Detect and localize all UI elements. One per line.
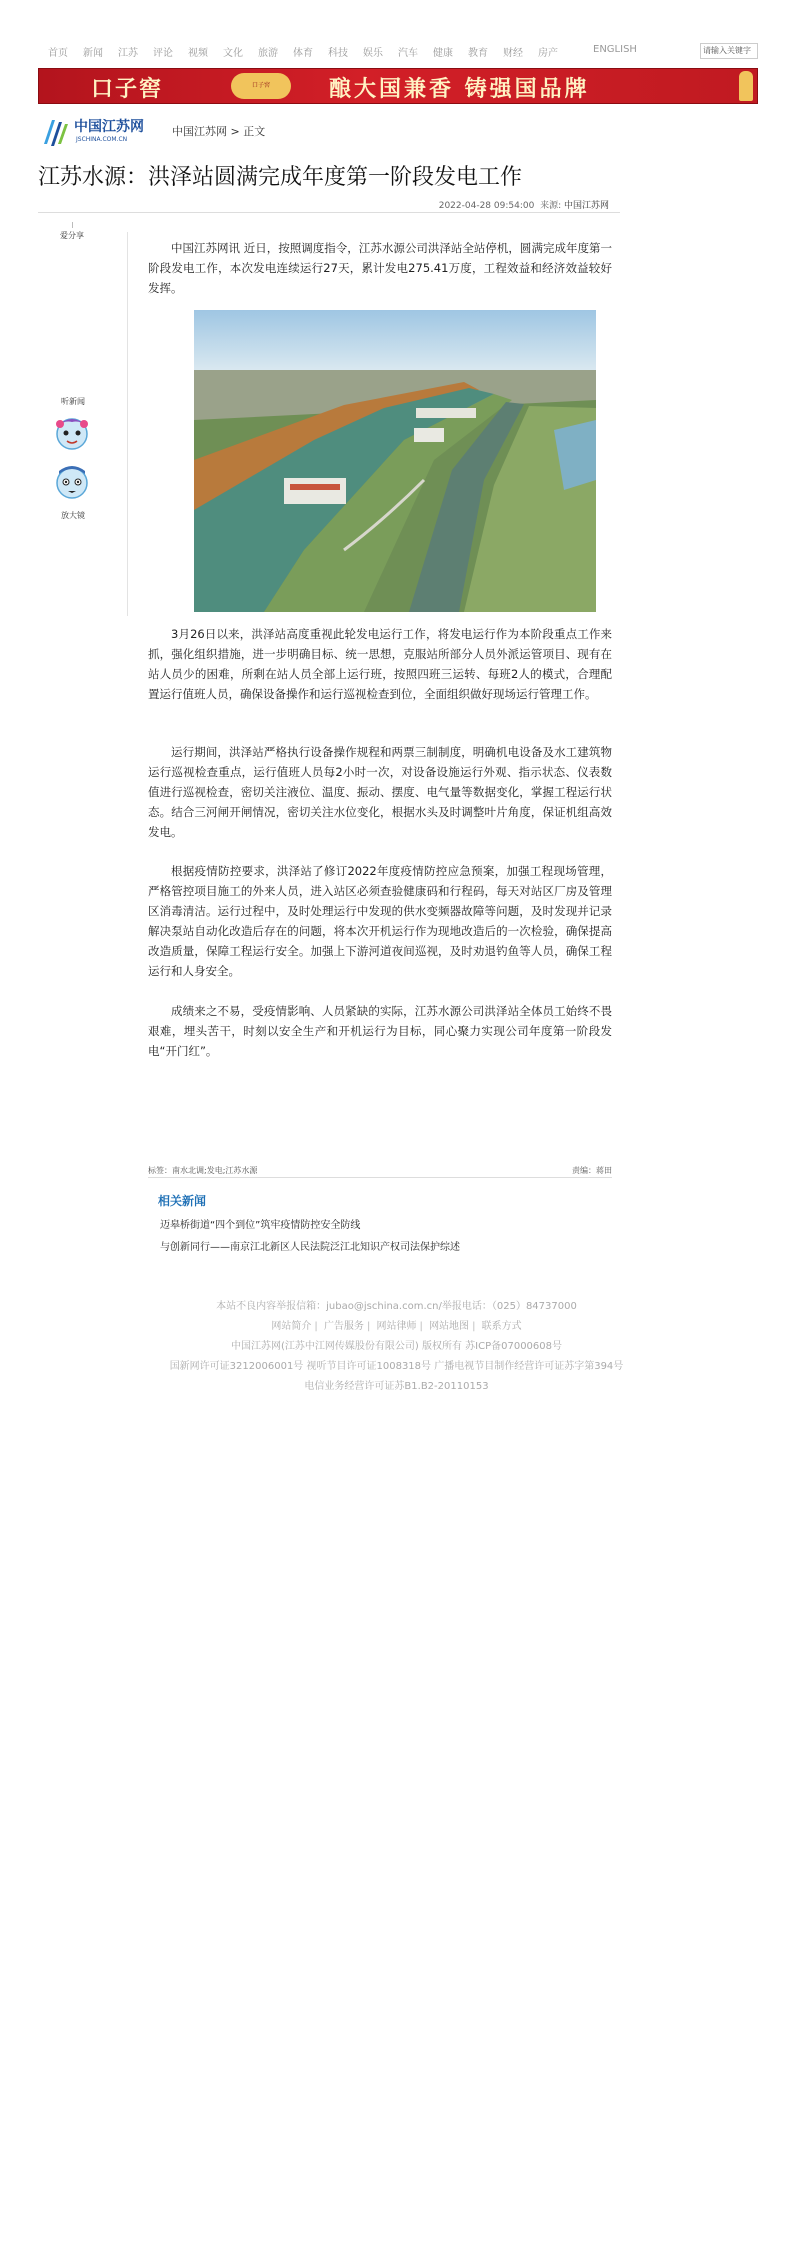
top-nav [40, 44, 760, 60]
site-logo-name: 中国江苏网 [74, 119, 144, 135]
footer-links: 网站简介 | 广告服务 | 网站律师 | 网站地图 | 联系方式 [271, 1321, 522, 1332]
footer-link-lawyer[interactable]: 网站律师 [376, 1321, 417, 1332]
article-paragraph-1: 中国江苏网讯 近日，按照调度指令，江苏水源公司洪泽站全站停机，圆满完成年度第一阶段发电工作，本次发电连续运行27天，累计发电275.41万度，工程效益和经济效益较好发挥。 [148, 241, 612, 295]
breadcrumb-current: 正文 [243, 125, 266, 138]
site-logo-domain: JSCHINA.COM.CN [76, 136, 128, 143]
site-logo[interactable] [40, 112, 152, 148]
related-news-title: 相关新闻 [158, 1194, 207, 1208]
nav-item-english[interactable]: ENGLISH [593, 44, 637, 55]
nav-item-tech[interactable]: 科技 [328, 48, 348, 59]
footer-link-sitemap[interactable]: 网站地图 [429, 1321, 470, 1332]
footer-report: 本站不良内容举报信箱：jubao@jschina.com.cn/举报电话：（025）84737000 [216, 1301, 577, 1312]
footer-link-contact[interactable]: 联系方式 [481, 1321, 522, 1332]
related-news-item[interactable]: 与创新同行——南京江北新区人民法院泛江北知识产权司法保护综述 [160, 1242, 460, 1253]
article-meta [439, 198, 609, 211]
article-paragraph-5: 成绩来之不易，受疫情影响、人员紧缺的实际，江苏水源公司洪泽站全体员工始终不畏艰难，埋头苦干，时刻以安全生产和开机运行为目标，同心聚力实现公司年度第一阶段发电“开门红”。 [148, 1004, 612, 1058]
nav-item-finance[interactable]: 财经 [503, 48, 523, 59]
nav-item-jiangsu[interactable]: 江苏 [118, 48, 138, 59]
nav-item-home[interactable]: 首页 [48, 48, 68, 59]
listen-avatar-girl-icon[interactable] [52, 412, 92, 452]
site-logo-icon [40, 114, 70, 148]
article-title: 江苏水源：洪泽站圆满完成年度第一阶段发电工作 [38, 165, 523, 190]
voice-label: 放大镜 [61, 511, 85, 520]
nav-item-entertainment[interactable]: 娱乐 [363, 48, 383, 59]
footer-link-about[interactable]: 网站简介 [271, 1321, 312, 1332]
footer-license: 国新网许可证3212006001号 视听节目许可证1008318号 广播电视节目制作经营许可证苏字第394号 [169, 1361, 624, 1372]
nav-item-culture[interactable]: 文化 [223, 48, 243, 59]
listen-news-label: 听新闻 [61, 397, 85, 406]
article-paragraph-2: 3月26日以来，洪泽站高度重视此轮发电运行工作，将发电运行作为本阶段重点工作来抓，强化组织措施，进一步明确目标、统一思想，克服站所部分人员外派运管项目、现有在站人员少的困难，所剩在站人员全部上运行班，按照四班三运转、每班2人的模式，合理配置运行值班人员，确保设备操作和运行巡视检查到位，全面组织做好现场运行管理工作。 [148, 627, 612, 701]
share-button[interactable] [56, 222, 88, 241]
nav-item-news[interactable]: 新闻 [83, 48, 103, 59]
related-news-item[interactable]: 迈皋桥街道“四个到位”筑牢疫情防控安全防线 [160, 1220, 361, 1231]
ad-badge [231, 73, 291, 99]
article-date: 2022-04-28 09:54:00 [438, 201, 535, 211]
footer-link-ads[interactable]: 广告服务 [323, 1321, 364, 1332]
nav-item-video[interactable]: 视频 [188, 48, 208, 59]
article-tags-bar [148, 1163, 612, 1178]
article-paragraph-3: 运行期间，洪泽站严格执行设备操作规程和两票三制制度，明确机电设备及水工建筑物运行巡视检查重点，运行值班人员每2小时一次，对设备设施运行外观、指示状态、仪表数值进行巡视检查，密切关注液位、温度、振动、摆度、电气量等数据变化，掌握工程运行状态。结合三河闸开闸情况，密切关注水位变化，根据水头及时调整叶片角度，保证机组高效发电。 [148, 745, 612, 839]
nav-item-education[interactable]: 教育 [468, 48, 488, 59]
breadcrumb [172, 123, 265, 139]
nav-item-property[interactable]: 房产 [538, 48, 558, 59]
ad-bottle-icon [739, 71, 753, 101]
nav-item-auto[interactable]: 汽车 [398, 48, 418, 59]
breadcrumb-home[interactable]: 中国江苏网 [172, 125, 227, 138]
ad-badge-text: 口子窖 [251, 82, 270, 89]
listen-avatar-boy-icon[interactable] [52, 462, 92, 502]
share-icon [72, 222, 73, 228]
footer-telecom-license: 电信业务经营许可证苏B1.B2-20110153 [304, 1381, 489, 1392]
article-source-label: 来源: [540, 201, 562, 211]
title-divider [38, 212, 620, 213]
article-paragraph-4: 根据疫情防控要求，洪泽站了修订2022年度疫情防控应急预案，加强工程现场管理，严格管控项目施工的外来人员，进入站区必须查验健康码和行程码，每天对站区厂房及管理区消毒清洁。运行过程中，及时处理运行中发现的供水变频器故障等问题，及时发现并记录解决泵站自动化改造后存在的问题，将本次开机运行作为现地改造后的一次检验，确保提高改造质量，保障工程运行安全。加强上下游河道夜间巡视，及时劝退钓鱼等人员，确保工程运行和人身安全。 [148, 864, 612, 978]
article-tags[interactable]: 标签：南水北调;发电;江苏水源 [148, 1166, 258, 1175]
article-editor: 责编：蒋田 [572, 1166, 612, 1175]
sidebar-divider [127, 232, 128, 616]
search-input[interactable]: 请输入关键字 [700, 43, 758, 59]
ad-brand: 口子窖 [91, 76, 164, 102]
ad-banner[interactable] [38, 68, 758, 104]
breadcrumb-separator: > [230, 125, 240, 138]
nav-item-health[interactable]: 健康 [433, 48, 453, 59]
ad-slogan: 酿大国兼香 铸强国品牌 [329, 76, 590, 102]
article-source: 中国江苏网 [563, 201, 609, 211]
article-photo-pumping-station [194, 310, 596, 612]
nav-item-opinion[interactable]: 评论 [153, 48, 173, 59]
nav-item-sports[interactable]: 体育 [293, 48, 313, 59]
footer-copyright: 中国江苏网(江苏中江网传媒股份有限公司) 版权所有 苏ICP备07000608号 [230, 1341, 563, 1352]
share-label: 爱分享 [60, 231, 84, 240]
nav-item-travel[interactable]: 旅游 [258, 48, 278, 59]
